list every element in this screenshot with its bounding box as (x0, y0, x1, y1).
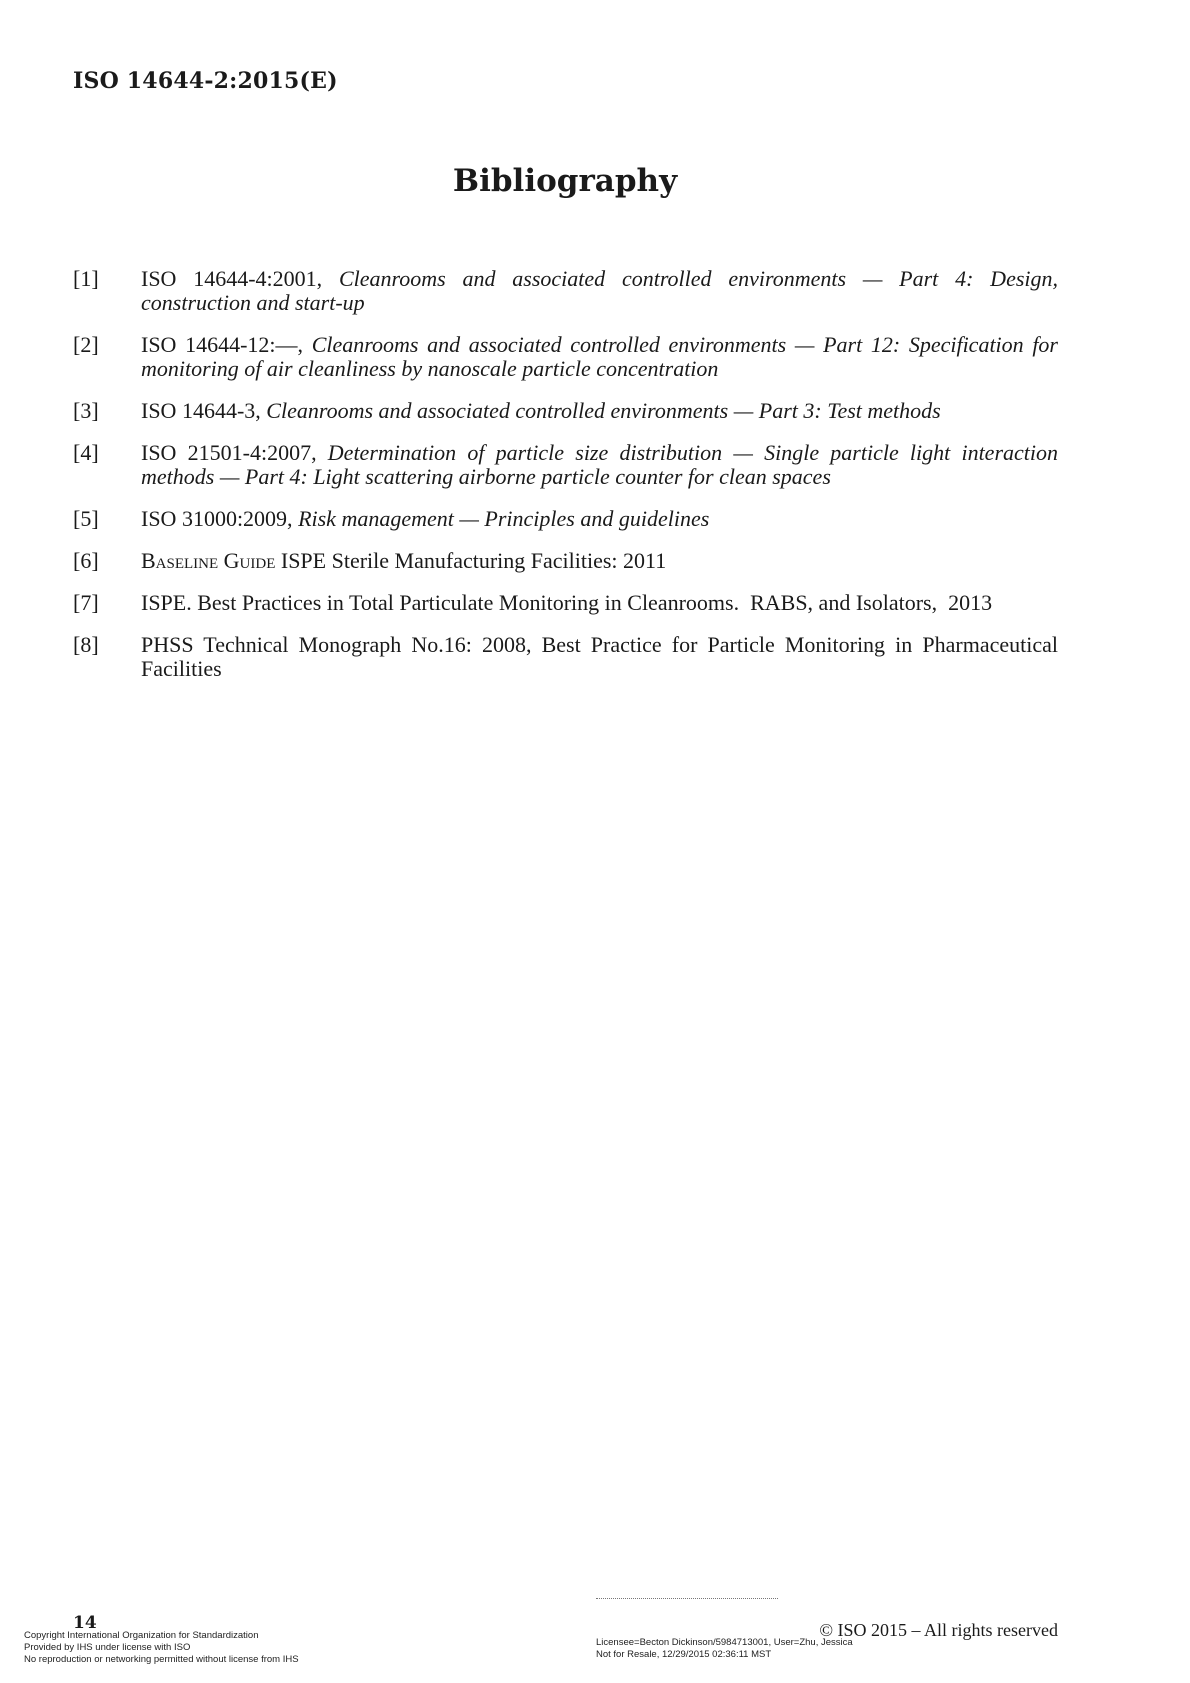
bibliography-entry (73, 507, 1058, 531)
reference-title: PHSS Technical Monograph No.16: 2008, Best Practice for Particle Monitoring in Pharmaceutical Facilities (141, 632, 1058, 681)
bibliography-entry (73, 549, 1058, 573)
reference-title: ISPE Sterile Manufacturing Facilities: 2011 (275, 548, 667, 573)
copyright-notice: © ISO 2015 – All rights reserved (819, 1620, 1058, 1640)
license-line: Not for Resale, 12/29/2015 02:36:11 MST (596, 1649, 772, 1660)
reference-number: [7] (73, 590, 99, 615)
reference-id: ISO 14644-12:—, (141, 332, 312, 357)
reference-number: [3] (73, 398, 99, 423)
bibliography-entry (73, 591, 1058, 615)
license-notice-left (24, 1630, 299, 1666)
bibliography-entry (73, 441, 1058, 489)
reference-id: ISO 21501-4:2007, (141, 440, 328, 465)
reference-title: Determination of particle size distribution — Single particle light interaction methods — Part 4: Light scattering airborne particle counter for clean spaces (141, 440, 1058, 489)
reference-text (141, 507, 1058, 531)
reference-number: [1] (73, 266, 99, 291)
license-line: No reproduction or networking permitted without license from IHS (24, 1654, 299, 1665)
bibliography-entry (73, 633, 1058, 681)
license-line: Provided by IHS under license with ISO (24, 1642, 191, 1653)
license-line: Licensee=Becton Dickinson/5984713001, User=Zhu, Jessica (596, 1637, 853, 1648)
bibliography-entry (73, 333, 1058, 381)
reference-number: [6] (73, 548, 99, 573)
license-notice-right (596, 1637, 853, 1661)
reference-series: Baseline Guide (141, 548, 276, 573)
reference-title: Cleanrooms and associated controlled environments — Part 12: Specification for monitoring of air cleanliness by nanoscale particle concentration (141, 332, 1058, 381)
reference-title: Cleanrooms and associated controlled environments — Part 3: Test methods (266, 398, 941, 423)
reference-text (141, 441, 1058, 489)
bibliography-list (73, 267, 1058, 699)
reference-title: ISPE. Best Practices in Total Particulate Monitoring in Cleanrooms. RABS, and Isolators, 2013 (141, 590, 993, 615)
reference-id: ISO 14644-4:2001, (141, 266, 339, 291)
reference-id: ISO 14644-3, (141, 398, 267, 423)
bibliography-entry (73, 399, 1058, 423)
reference-number: [8] (73, 632, 99, 657)
reference-number: [4] (73, 440, 99, 465)
reference-title: Cleanrooms and associated controlled environments — Part 4: Design, construction and start-up (141, 266, 1059, 315)
reference-text (141, 549, 1058, 573)
document-id: ISO 14644-2:2015(E) (73, 68, 338, 94)
reference-text (141, 633, 1058, 681)
reference-title: Risk management — Principles and guidelines (298, 506, 710, 531)
reference-number: [5] (73, 506, 99, 531)
reference-text (141, 591, 1058, 615)
bibliography-entry (73, 267, 1058, 315)
license-line: Copyright International Organization for Standardization (24, 1630, 259, 1641)
page-title: Bibliography (452, 163, 678, 199)
reference-text (141, 399, 1058, 423)
reference-id: ISO 31000:2009, (141, 506, 299, 531)
reference-text (141, 333, 1058, 381)
page-number: 14 (73, 1613, 97, 1633)
reference-number: [2] (73, 332, 99, 357)
footer-divider (596, 1598, 778, 1602)
reference-text (141, 267, 1058, 315)
